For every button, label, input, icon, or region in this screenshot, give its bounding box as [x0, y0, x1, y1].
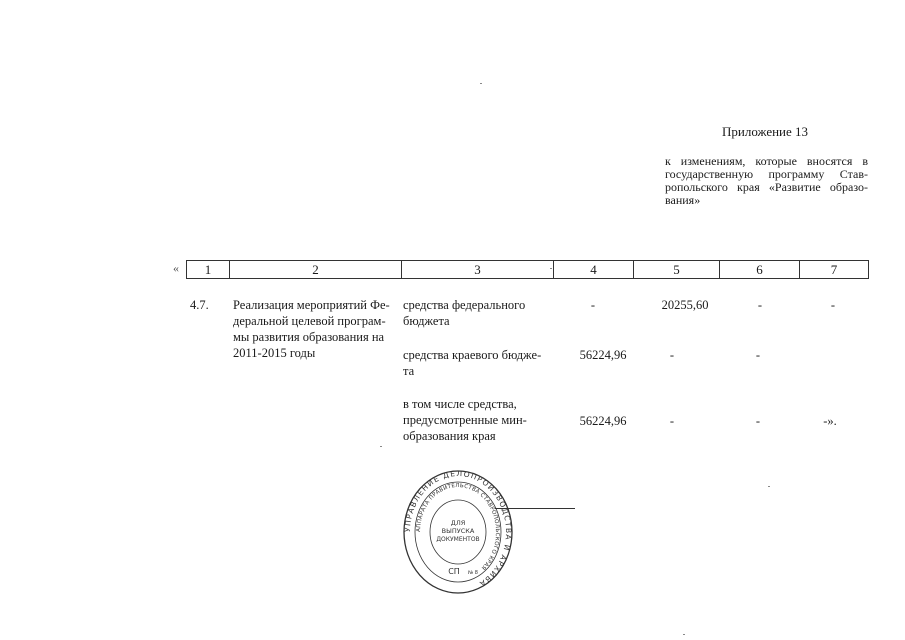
opening-quote-mark: « — [173, 261, 179, 275]
value-col4: 56224,96 — [579, 414, 627, 428]
value-col6: - — [755, 348, 761, 362]
scan-speck — [768, 486, 770, 487]
header-cell-2: 2 — [229, 261, 401, 278]
header-cell-6: 6 — [719, 261, 799, 278]
appendix-subtitle-line: государственную программу Став- — [665, 167, 868, 181]
appendix-subtitle-line: ропольского края «Развитие образо- — [665, 180, 868, 194]
official-stamp — [403, 470, 513, 594]
source-label-line: средства федерального — [403, 298, 526, 312]
header-cell-7: 7 — [799, 261, 868, 278]
stamp-center-line: ВЫПУСКА — [441, 527, 475, 535]
row-name — [233, 297, 403, 361]
appendix-title: Приложение 13 — [722, 124, 809, 139]
value-col6: - — [757, 298, 763, 312]
value-col7: -». — [823, 414, 837, 428]
value-col7: - — [830, 298, 836, 312]
row-name-line: мы развития образования на — [233, 330, 385, 344]
value-col4: 56224,96 — [579, 348, 627, 362]
appendix-subtitle — [665, 155, 868, 207]
scan-speck — [550, 268, 552, 269]
source-label-line: образования края — [403, 429, 496, 443]
row-name-line: деральной целевой програм- — [233, 314, 386, 328]
stamp-center-line: ДЛЯ — [450, 519, 466, 527]
source-label-line: средства краевого бюдже- — [403, 348, 542, 362]
header-cell-1: 1 — [204, 262, 212, 277]
row-name-line: Реализация мероприятий Фе- — [233, 298, 390, 312]
stamp-inner-text: АППАРАТА ПРАВИТЕЛЬСТВА СТАВРОПОЛЬСКОГО КРАЯ — [415, 482, 501, 571]
value-col6: - — [755, 414, 761, 428]
scan-speck — [380, 446, 382, 447]
stamp-center-line: ДОКУМЕНТОВ — [436, 536, 480, 543]
header-cell-5: 5 — [633, 261, 719, 278]
source-label-line: предусмотренные мин- — [403, 413, 527, 427]
table-header-row — [186, 260, 869, 279]
source-label-line: в том числе средства, — [403, 397, 517, 411]
value-col4: - — [590, 298, 596, 312]
scan-speck — [683, 634, 685, 635]
stamp-bottom-text: СП — [448, 567, 460, 576]
source-ministry-funds — [403, 396, 553, 444]
row-name-line: 2011-2015 годы — [233, 346, 316, 360]
header-cell-3: 3 — [401, 261, 553, 278]
source-federal-budget — [403, 297, 553, 329]
stamp-number: № 8 — [468, 570, 478, 576]
source-label-line: бюджета — [403, 314, 450, 328]
source-label-line: та — [403, 364, 415, 378]
appendix-subtitle-line: к изменениям, которые вносятся в — [665, 154, 868, 168]
appendix-subtitle-line: вания» — [665, 193, 701, 207]
row-number: 4.7. — [190, 298, 209, 312]
scan-speck — [480, 83, 482, 84]
source-regional-budget — [403, 347, 553, 379]
header-cell-4: 4 — [553, 261, 633, 278]
stamp-outer-text: УПРАВЛЕНИЕ ДЕЛОПРОИЗВОДСТВА И АРХИВА — [403, 470, 513, 589]
value-col5: - — [669, 414, 675, 428]
value-col5: - — [669, 348, 675, 362]
value-col5: 20255,60 — [661, 298, 709, 312]
